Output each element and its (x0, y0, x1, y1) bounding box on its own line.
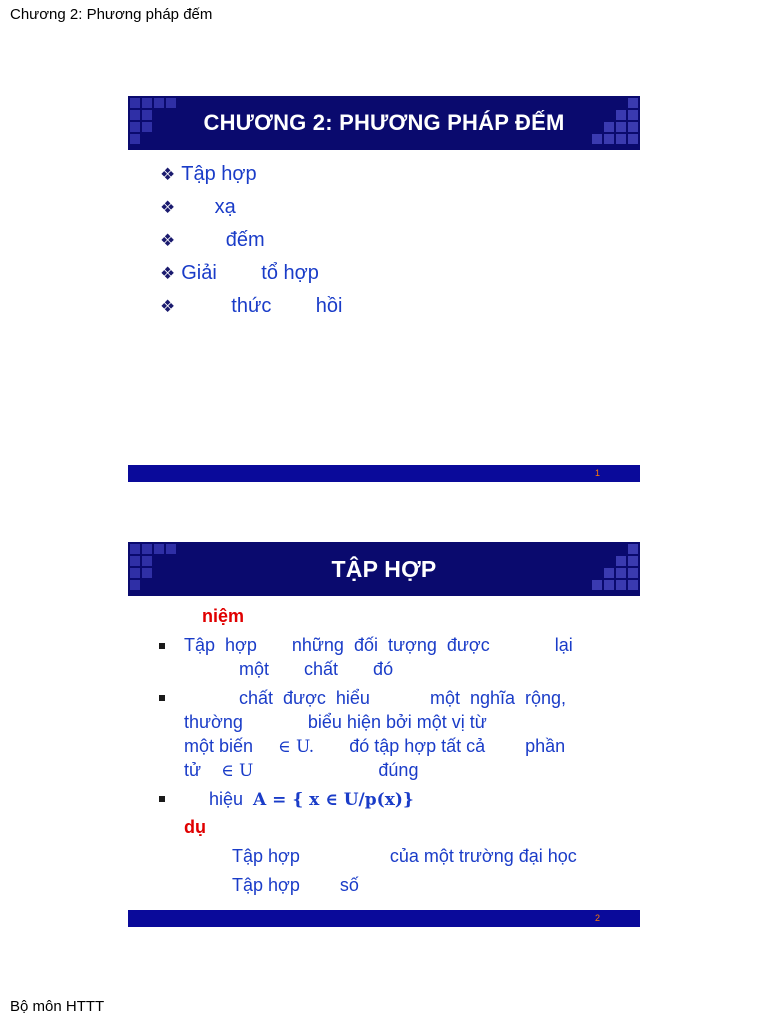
diamond-bullet-icon: ❖ (160, 297, 176, 316)
slide-number: 1 (594, 468, 600, 478)
slide-number: 2 (594, 913, 600, 923)
math-element-of-u: ∈ U. (278, 737, 315, 757)
paragraph-1-line-2: một chất đó (184, 659, 394, 679)
paragraph-2-line-2: thường biểu hiện bởi một vị từ (184, 712, 487, 732)
diamond-bullet-icon: ❖ (160, 231, 176, 250)
list-item: ❖ Tập hợp (160, 163, 257, 185)
paragraph-2-line-4: tử ∈ U đúng (184, 760, 419, 781)
section-heading-example: dụ (184, 817, 206, 837)
set-notation-formula: A = { x ∈ U/p(x)} (253, 790, 414, 810)
slide-1-footer-bar (128, 465, 640, 482)
slide-2-footer-bar (128, 910, 640, 927)
slide-2-title: TẬP HỢP (331, 556, 437, 582)
math-element-of-u: ∈ U (221, 761, 254, 781)
list-item: ❖ xạ (160, 196, 236, 218)
example-1: Tập hợp của một trường đại học (232, 846, 577, 866)
list-item: ❖ Giải tổ hợp (160, 262, 319, 284)
example-2: Tập hợp số (232, 875, 359, 895)
slide-2-title-bar (128, 542, 640, 596)
list-item: ❖ thức hồi (160, 295, 343, 317)
paragraph-3: hiệu A = { x ∈ U/p(x)} (184, 789, 414, 810)
square-bullet-icon (159, 643, 165, 649)
diamond-bullet-icon: ❖ (160, 264, 176, 283)
slide-1-title: CHƯƠNG 2: PHƯƠNG PHÁP ĐẾM (203, 110, 565, 135)
diamond-bullet-icon: ❖ (160, 165, 176, 184)
paragraph-2-line-1: chất được hiểu một nghĩa rộng, (184, 688, 567, 708)
slide-1-title-bar (128, 96, 640, 150)
square-bullet-icon (159, 796, 165, 802)
square-bullet-icon (159, 695, 165, 701)
section-heading-concept: niệm (202, 606, 245, 626)
page-header: Chương 2: Phương pháp đếm (10, 6, 213, 23)
slide-1 (128, 96, 640, 482)
slide-2 (128, 542, 640, 927)
diamond-bullet-icon: ❖ (160, 198, 176, 217)
slide-1-bullet-list (160, 162, 342, 327)
paragraph-2-line-3: một biến ∈ U. đó tập hợp tất cả phần (184, 736, 566, 757)
page-footer: Bộ môn HTTT (10, 998, 105, 1015)
list-item: ❖ đếm (160, 229, 265, 251)
paragraph-1-line-1: Tập hợp những đối tượng được lại (184, 635, 573, 655)
